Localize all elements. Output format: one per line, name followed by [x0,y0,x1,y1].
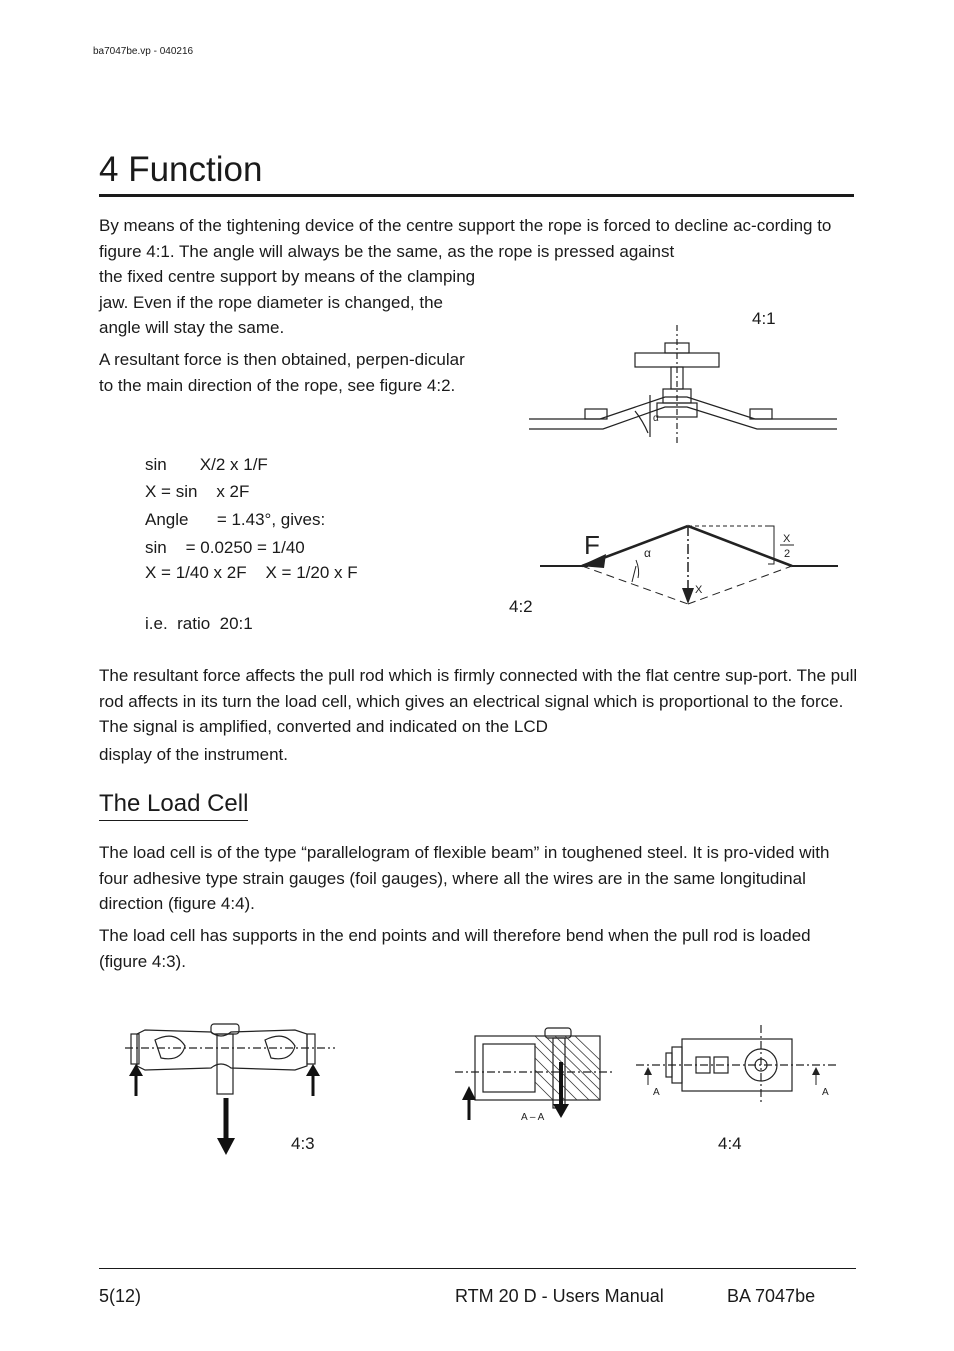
pull-rod-paragraph-main: The resultant force affects the pull rod which is firmly connected with the flat centre sup-port. The pull rod affects in its turn the load cell, which gives an electrical signal which is proportional to the force. The signal is amplified, converted and indicated on the LCD [99,666,858,736]
section-title: 4 Function [99,150,263,189]
footer-page-number: 5(12) [99,1286,142,1306]
equation-ratio: i.e. ratio 20:1 [145,614,253,633]
title-rule [99,194,854,197]
figure-4-2-force-label: F [584,530,600,560]
equation-4: sin = 0.0250 = 1/40 [145,538,305,557]
figure-4-4-section-view [455,1022,615,1127]
document-reference: ba7047be.vp - 040216 [93,46,194,57]
equation-2: X = sin x 2F [145,482,250,501]
figure-4-4-label: 4:4 [718,1134,742,1153]
figure-4-2-x-label: X [695,584,703,596]
figure-4-4-section-mark-left: A [653,1087,660,1098]
figure-4-2-half-x-den: 2 [784,548,791,560]
figure-4-2-force-diagram [540,520,840,612]
figure-4-3-label: 4:3 [291,1134,315,1153]
figure-4-4-section-mark-right: A [822,1087,829,1098]
pull-rod-paragraph-last: display of the instrument. [99,744,288,764]
figure-4-2-alpha: α [644,546,651,560]
footer-manual-title: RTM 20 D - Users Manual [455,1286,664,1306]
resultant-paragraph: A resultant force is then obtained, perpen-dicular to the main direction of the rope, see figure 4:2. [99,350,465,395]
equation-3: Angle = 1.43°, gives: [145,510,326,529]
figure-4-2-half-x-num: X [783,533,791,545]
figure-4-1-alpha: α [653,413,659,424]
pull-rod-paragraph [99,663,859,767]
load-cell-paragraph-2: The load cell has supports in the end points and will therefore bend when the pull rod is loaded (figure 4:3). [99,926,811,971]
figure-4-2-label: 4:2 [509,597,533,616]
intro-paragraph-line1: By means of the tightening device of the centre support the rope is forced to decline ac-cording to figure 4:1. The angle will always be the same, as the rope is pressed against [99,216,832,261]
footer-rule [99,1268,856,1269]
equation-5: X = 1/40 x 2F X = 1/20 x F [145,563,358,582]
load-cell-heading: The Load Cell [99,789,248,821]
figure-4-1-label: 4:1 [752,309,776,328]
intro-paragraph-line2: the fixed centre support by means of the clamping jaw. Even if the rope diameter is changed, the angle will stay the same. [99,267,476,337]
figure-4-1-rope-drawing [525,325,845,450]
figure-4-4-gauge-view [636,1025,836,1105]
figure-4-4-section-label: A – A [521,1112,545,1123]
equation-1: sin X/2 x 1/F [145,455,268,474]
footer-document-code: BA 7047be [727,1286,816,1306]
load-cell-paragraph-1: The load cell is of the type “parallelogram of flexible beam” in toughened steel. It is pro-vided with four adhesive type strain gauges (foil gauges), where all the wires are in the same longitudinal direction (figure 4:4). [99,843,830,913]
